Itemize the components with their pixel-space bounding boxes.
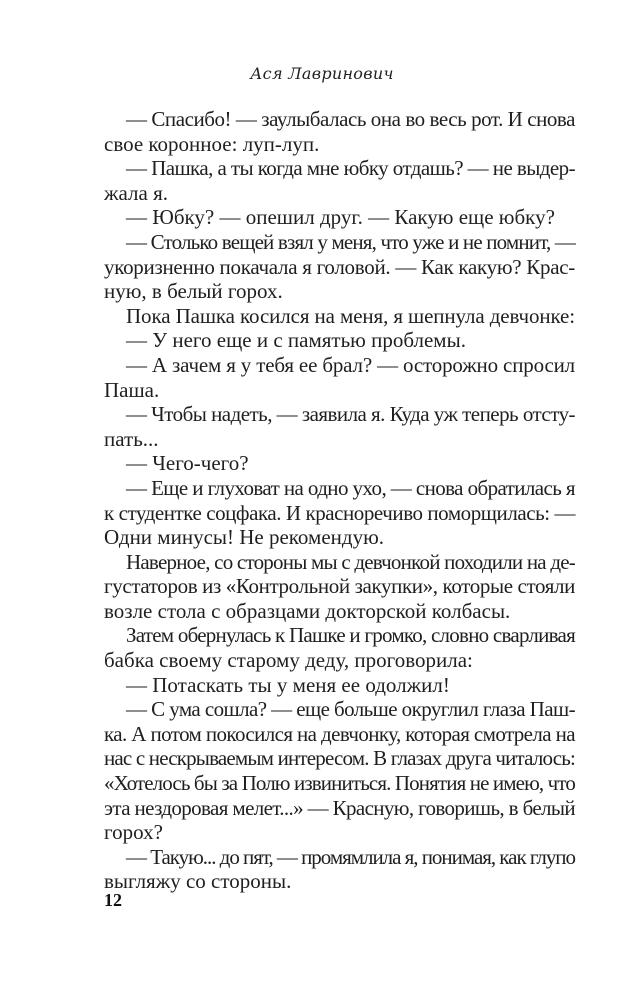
text-line: возле стола с образцами докторской колбасы. <box>104 598 511 623</box>
text-line: — Такую... до пят, — промямлила я, понимая, как глупо <box>126 844 575 869</box>
text-line: Пока Пашка косился на меня, я шепнула девчонке: <box>126 303 575 328</box>
text-line: свое коронное: луп-луп. <box>104 131 320 156</box>
text-line: жала я. <box>104 180 168 205</box>
text-line: — Потаскать ты у меня ее одолжил! <box>126 672 450 697</box>
text-line: — Еще и глуховат на одно ухо, — снова обратилась я <box>126 475 575 500</box>
text-line: ную, в белый горох. <box>104 279 283 304</box>
text-line: нас с нескрываемым интересом. В глазах друга читалось: <box>104 746 575 771</box>
text-line: бабка своему старому деду, проговорила: <box>104 648 473 673</box>
text-line: эта нездоровая мелет...» — Красную, говоришь, в белый <box>104 795 575 820</box>
text-line: — Столько вещей взял у меня, что уже и не помнит, — <box>126 229 575 254</box>
text-line: пать... <box>104 426 159 451</box>
text-line: «Хотелось бы за Полю извиниться. Понятия не имею, что <box>104 771 575 796</box>
text-line: — Чтобы надеть, — заявила я. Куда уж теперь отсту- <box>126 402 575 427</box>
text-line: — Пашка, а ты когда мне юбку отдашь? — не выдер- <box>126 156 575 181</box>
text-line: — С ума сошла? — еще больше округлил глаза Паш- <box>126 697 576 722</box>
text-line: — Юбку? — опешил друг. — Какую еще юбку? <box>126 205 555 230</box>
text-line: Одни минусы! Не рекомендую. <box>104 525 385 550</box>
text-line: — А зачем я у тебя ее брал? — осторожно спросил <box>126 352 575 377</box>
text-line: к студентке соцфака. И красноречиво поморщилась: — <box>104 500 575 525</box>
running-header-author: Ася Лавринович <box>250 64 394 83</box>
text-line: укоризненно покачала я головой. — Как какую? Крас- <box>104 254 575 279</box>
text-line: — Спасибо! — заулыбалась она во весь рот. И снова <box>126 107 575 131</box>
text-line: ка. А потом покосился на девчонку, которая смотрела на <box>104 721 575 746</box>
text-line: горох? <box>104 820 163 845</box>
text-line: густаторов из «Контрольной закупки», которые стояли <box>104 574 575 599</box>
page-number: 12 <box>104 890 122 910</box>
page-body <box>104 107 575 894</box>
text-line: Паша. <box>104 377 160 402</box>
text-line: — У него еще и с памятью проблемы. <box>126 328 466 353</box>
text-line: Наверное, со стороны мы с девчонкой походили на де- <box>126 549 576 574</box>
text-line: выгляжу со стороны. <box>104 869 292 894</box>
text-line: Затем обернулась к Пашке и громко, словно сварливая <box>126 623 575 648</box>
text-line: — Чего-чего? <box>126 451 249 476</box>
